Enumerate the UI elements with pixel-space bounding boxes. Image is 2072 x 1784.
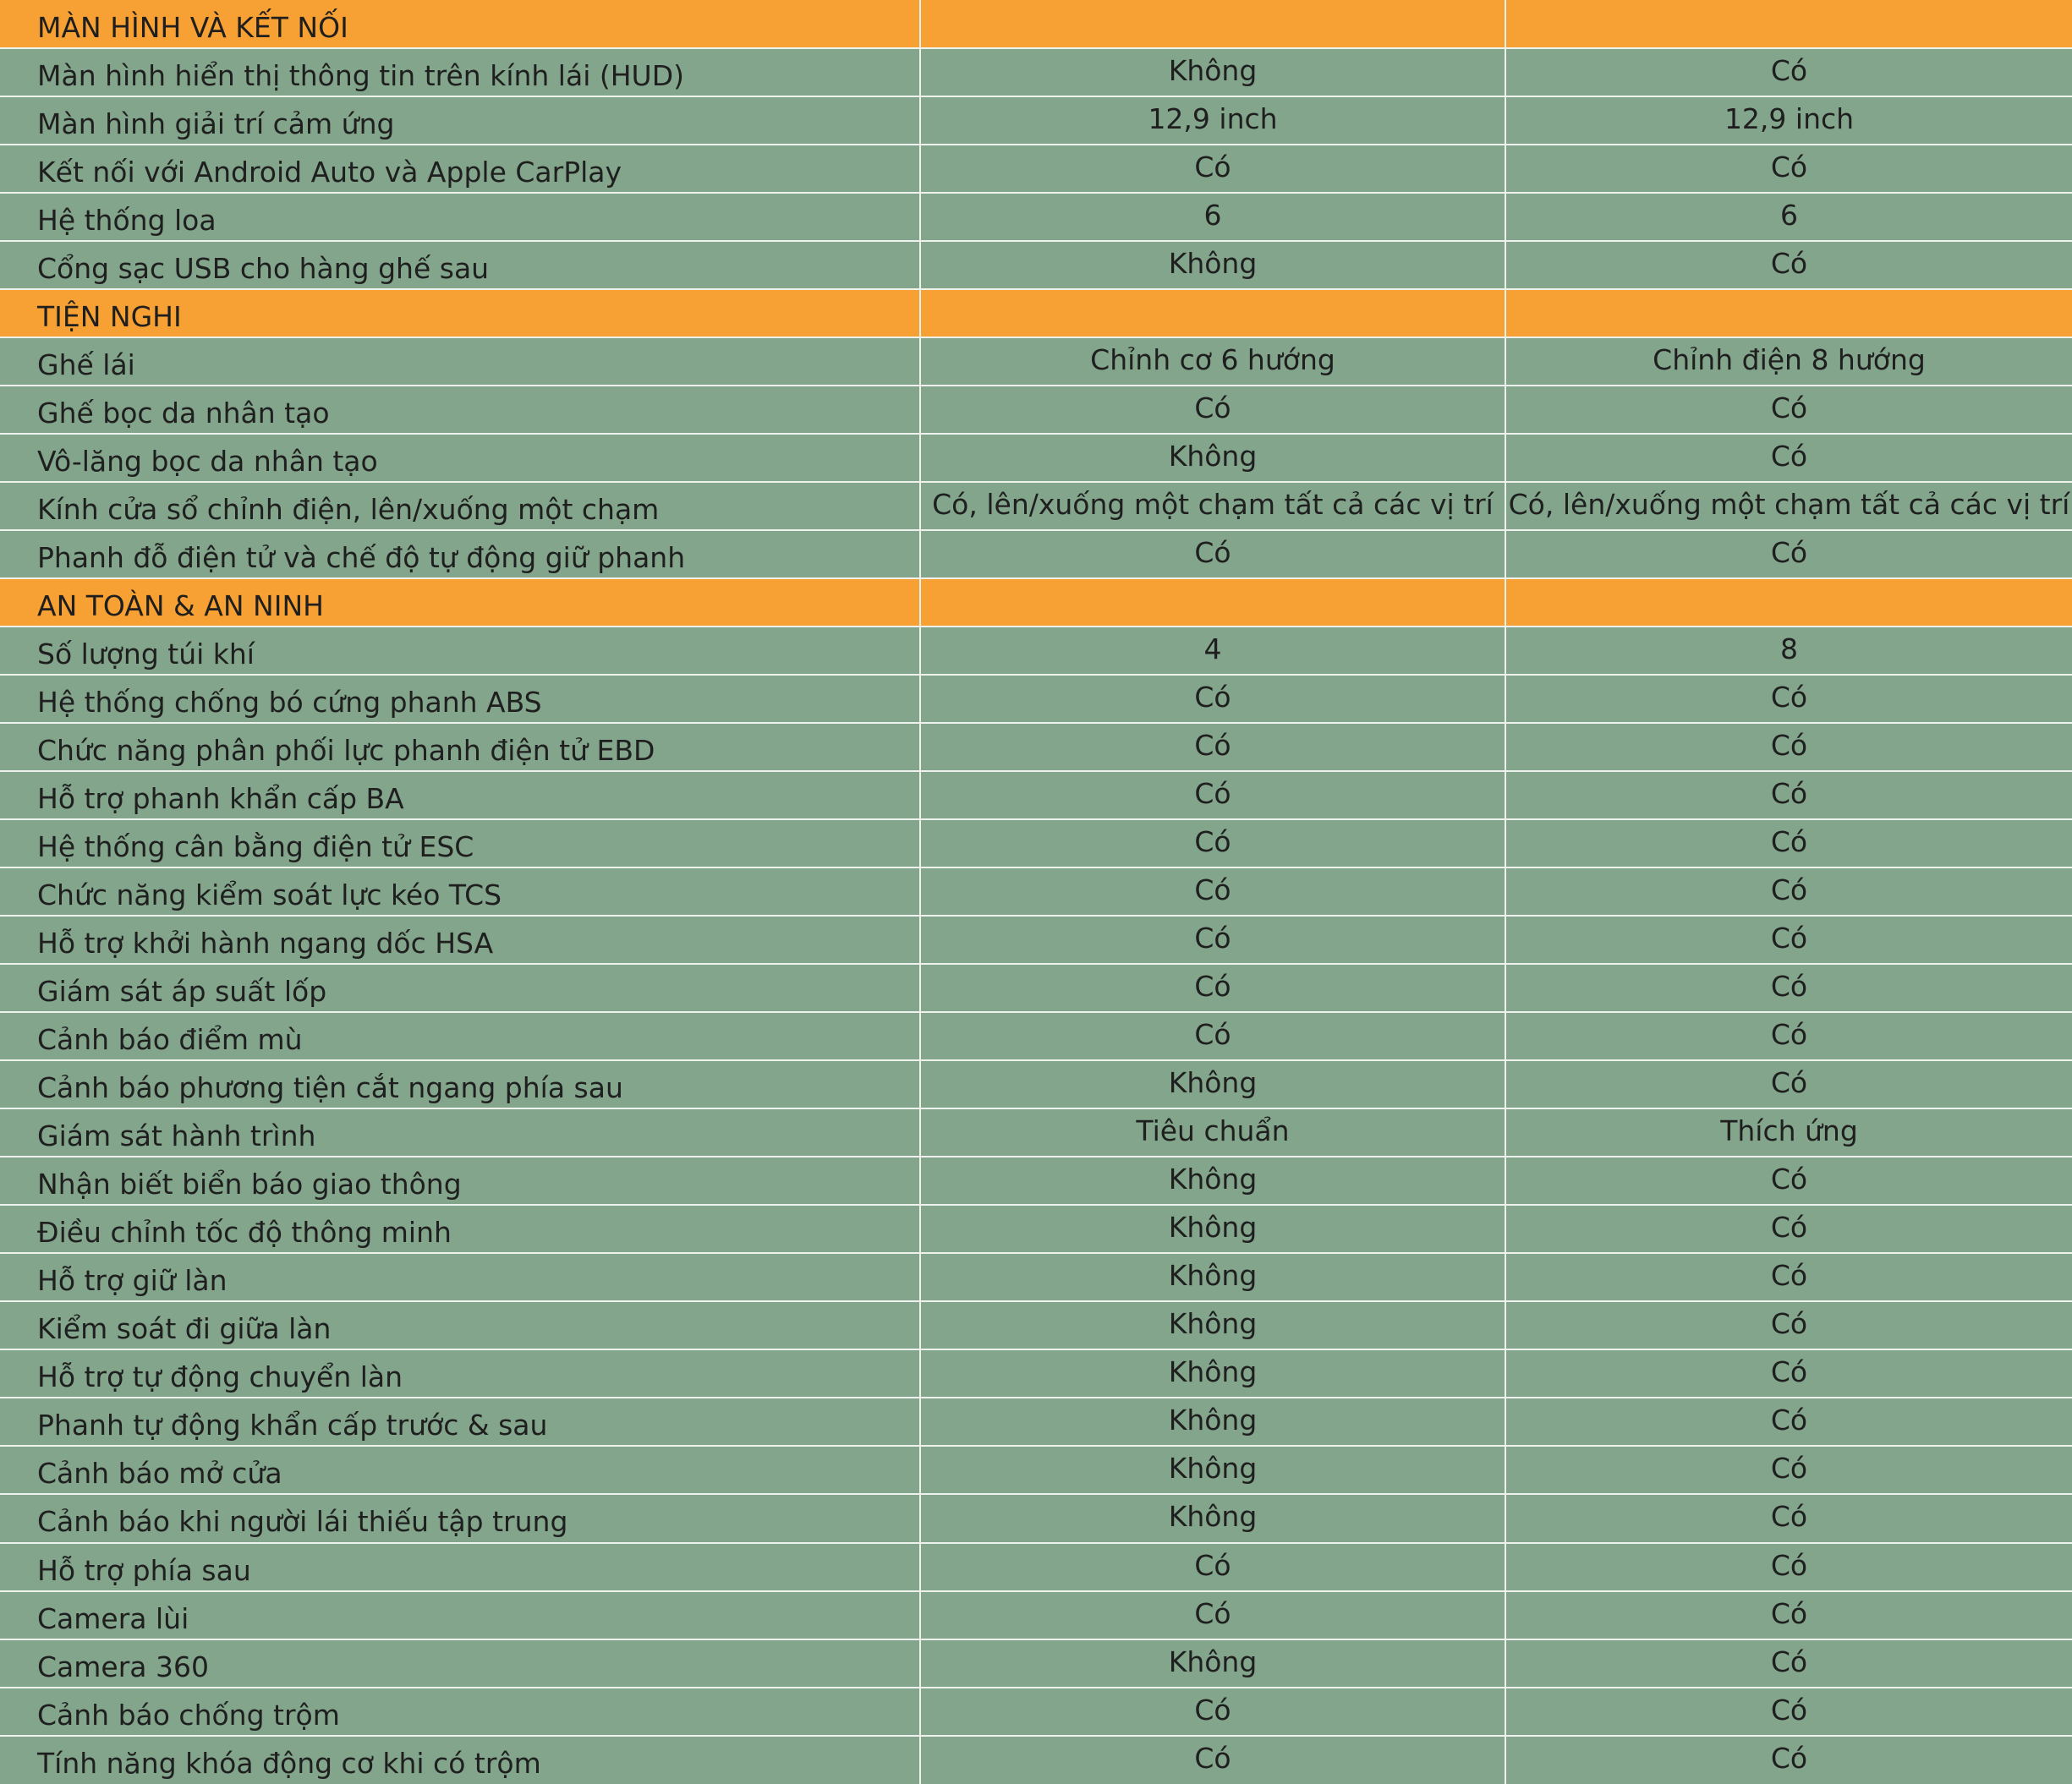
table-row <box>0 771 2072 819</box>
table-row <box>0 1446 2072 1494</box>
section-header-cell <box>1505 578 2072 627</box>
feature-label: Hệ thống loa <box>0 193 920 241</box>
feature-label: Camera lùi <box>0 1591 920 1639</box>
table-row <box>0 1108 2072 1157</box>
value-variant-1: 12,9 inch <box>920 96 1505 145</box>
section-header-cell <box>920 0 1505 48</box>
value-variant-2: Có <box>1505 1543 2072 1591</box>
value-variant-1: Không <box>920 1205 1505 1253</box>
value-variant-2: Có <box>1505 916 2072 964</box>
table-row <box>0 627 2072 675</box>
feature-label: Cảnh báo điểm mù <box>0 1012 920 1060</box>
feature-label: Số lượng túi khí <box>0 627 920 675</box>
value-variant-1: Có <box>920 145 1505 193</box>
value-variant-1: 4 <box>920 627 1505 675</box>
feature-label: Chức năng phân phối lực phanh điện tử EBD <box>0 723 920 771</box>
value-variant-1: 6 <box>920 193 1505 241</box>
value-variant-2: Có <box>1505 1639 2072 1688</box>
value-variant-1: Không <box>920 1157 1505 1205</box>
value-variant-2: 12,9 inch <box>1505 96 2072 145</box>
feature-label: Hỗ trợ giữ làn <box>0 1253 920 1301</box>
value-variant-2: Có <box>1505 1157 2072 1205</box>
value-variant-1: Có <box>920 1012 1505 1060</box>
value-variant-1: Có <box>920 771 1505 819</box>
table-row <box>0 96 2072 145</box>
value-variant-2: Có <box>1505 1205 2072 1253</box>
table-row <box>0 1205 2072 1253</box>
section-header-row <box>0 289 2072 337</box>
table-row <box>0 1639 2072 1688</box>
section-header-cell <box>1505 289 2072 337</box>
table-row <box>0 867 2072 916</box>
value-variant-1: Không <box>920 1349 1505 1398</box>
feature-label: Hỗ trợ phanh khẩn cấp BA <box>0 771 920 819</box>
table-row <box>0 964 2072 1012</box>
table-row <box>0 1494 2072 1542</box>
table-row <box>0 1398 2072 1446</box>
section-title: MÀN HÌNH VÀ KẾT NỐI <box>0 0 920 48</box>
value-variant-1: Tiêu chuẩn <box>920 1108 1505 1157</box>
value-variant-2: Có <box>1505 48 2072 96</box>
value-variant-2: Có, lên/xuống một chạm tất cả các vị trí <box>1505 482 2072 530</box>
value-variant-2: Có <box>1505 530 2072 578</box>
value-variant-1: Không <box>920 1398 1505 1446</box>
value-variant-1: Không <box>920 1639 1505 1688</box>
value-variant-1: Có <box>920 675 1505 723</box>
table-row <box>0 1253 2072 1301</box>
value-variant-2: Có <box>1505 1253 2072 1301</box>
feature-label: Tính năng khóa động cơ khi có trộm <box>0 1736 920 1784</box>
feature-label: Hệ thống chống bó cứng phanh ABS <box>0 675 920 723</box>
value-variant-2: Có <box>1505 1301 2072 1349</box>
table-row <box>0 1060 2072 1108</box>
table-row <box>0 1012 2072 1060</box>
value-variant-2: Có <box>1505 964 2072 1012</box>
value-variant-2: Có <box>1505 723 2072 771</box>
value-variant-1: Không <box>920 48 1505 96</box>
table-row <box>0 386 2072 434</box>
table-row <box>0 916 2072 964</box>
value-variant-2: Có <box>1505 819 2072 867</box>
feature-label: Cảnh báo phương tiện cắt ngang phía sau <box>0 1060 920 1108</box>
section-header-cell <box>920 578 1505 627</box>
value-variant-2: Thích ứng <box>1505 1108 2072 1157</box>
feature-label: Cảnh báo chống trộm <box>0 1688 920 1736</box>
feature-label: Kiểm soát đi giữa làn <box>0 1301 920 1349</box>
value-variant-1: Không <box>920 1301 1505 1349</box>
value-variant-1: Có <box>920 386 1505 434</box>
table-row <box>0 434 2072 482</box>
value-variant-1: Có <box>920 1736 1505 1784</box>
value-variant-1: Không <box>920 1494 1505 1542</box>
feature-label: Nhận biết biển báo giao thông <box>0 1157 920 1205</box>
feature-label: Camera 360 <box>0 1639 920 1688</box>
table-row <box>0 482 2072 530</box>
section-title: AN TOÀN & AN NINH <box>0 578 920 627</box>
feature-label: Giám sát áp suất lốp <box>0 964 920 1012</box>
value-variant-2: Có <box>1505 675 2072 723</box>
table-row <box>0 1688 2072 1736</box>
value-variant-2: Có <box>1505 386 2072 434</box>
value-variant-1: Có <box>920 964 1505 1012</box>
value-variant-2: Có <box>1505 867 2072 916</box>
value-variant-2: Có <box>1505 1736 2072 1784</box>
value-variant-2: 8 <box>1505 627 2072 675</box>
feature-label: Hỗ trợ phía sau <box>0 1543 920 1591</box>
feature-label: Kết nối với Android Auto và Apple CarPlay <box>0 145 920 193</box>
feature-label: Màn hình hiển thị thông tin trên kính lái (HUD) <box>0 48 920 96</box>
table-row <box>0 675 2072 723</box>
table-row <box>0 1157 2072 1205</box>
table-row <box>0 1349 2072 1398</box>
value-variant-1: Có <box>920 867 1505 916</box>
value-variant-2: Có <box>1505 1688 2072 1736</box>
value-variant-1: Không <box>920 1253 1505 1301</box>
value-variant-1: Không <box>920 241 1505 289</box>
feature-label: Vô-lăng bọc da nhân tạo <box>0 434 920 482</box>
feature-label: Phanh tự động khẩn cấp trước & sau <box>0 1398 920 1446</box>
value-variant-2: Có <box>1505 145 2072 193</box>
section-header-row <box>0 0 2072 48</box>
value-variant-2: Có <box>1505 1591 2072 1639</box>
feature-label: Cổng sạc USB cho hàng ghế sau <box>0 241 920 289</box>
feature-label: Điều chỉnh tốc độ thông minh <box>0 1205 920 1253</box>
feature-label: Màn hình giải trí cảm ứng <box>0 96 920 145</box>
value-variant-1: Không <box>920 434 1505 482</box>
value-variant-2: Có <box>1505 1012 2072 1060</box>
feature-label: Phanh đỗ điện tử và chế độ tự động giữ phanh <box>0 530 920 578</box>
table-row <box>0 48 2072 96</box>
feature-label: Hỗ trợ khởi hành ngang dốc HSA <box>0 916 920 964</box>
feature-label: Hệ thống cân bằng điện tử ESC <box>0 819 920 867</box>
table-row <box>0 723 2072 771</box>
feature-label: Ghế lái <box>0 337 920 386</box>
table-row <box>0 145 2072 193</box>
section-header-cell <box>1505 0 2072 48</box>
value-variant-1: Chỉnh cơ 6 hướng <box>920 337 1505 386</box>
table-row <box>0 241 2072 289</box>
value-variant-1: Có, lên/xuống một chạm tất cả các vị trí <box>920 482 1505 530</box>
feature-label: Giám sát hành trình <box>0 1108 920 1157</box>
value-variant-1: Có <box>920 916 1505 964</box>
value-variant-1: Có <box>920 1688 1505 1736</box>
table-row <box>0 1301 2072 1349</box>
feature-label: Cảnh báo mở cửa <box>0 1446 920 1494</box>
value-variant-2: Có <box>1505 1446 2072 1494</box>
table-row <box>0 1591 2072 1639</box>
value-variant-2: Có <box>1505 1349 2072 1398</box>
table-row <box>0 337 2072 386</box>
feature-label: Kính cửa sổ chỉnh điện, lên/xuống một chạm <box>0 482 920 530</box>
section-header-row <box>0 578 2072 627</box>
table-row <box>0 530 2072 578</box>
value-variant-2: Có <box>1505 1060 2072 1108</box>
value-variant-2: Có <box>1505 241 2072 289</box>
value-variant-2: Có <box>1505 1494 2072 1542</box>
value-variant-1: Có <box>920 530 1505 578</box>
value-variant-1: Có <box>920 1591 1505 1639</box>
value-variant-1: Có <box>920 723 1505 771</box>
feature-label: Ghế bọc da nhân tạo <box>0 386 920 434</box>
value-variant-1: Có <box>920 1543 1505 1591</box>
table-row <box>0 1736 2072 1784</box>
value-variant-2: Có <box>1505 771 2072 819</box>
table-row <box>0 819 2072 867</box>
value-variant-2: Có <box>1505 1398 2072 1446</box>
value-variant-2: Chỉnh điện 8 hướng <box>1505 337 2072 386</box>
value-variant-1: Không <box>920 1060 1505 1108</box>
feature-label: Cảnh báo khi người lái thiếu tập trung <box>0 1494 920 1542</box>
table-row <box>0 1543 2072 1591</box>
value-variant-2: 6 <box>1505 193 2072 241</box>
value-variant-2: Có <box>1505 434 2072 482</box>
feature-label: Hỗ trợ tự động chuyển làn <box>0 1349 920 1398</box>
section-title: TIỆN NGHI <box>0 289 920 337</box>
section-header-cell <box>920 289 1505 337</box>
value-variant-1: Có <box>920 819 1505 867</box>
value-variant-1: Không <box>920 1446 1505 1494</box>
table-row <box>0 193 2072 241</box>
feature-label: Chức năng kiểm soát lực kéo TCS <box>0 867 920 916</box>
